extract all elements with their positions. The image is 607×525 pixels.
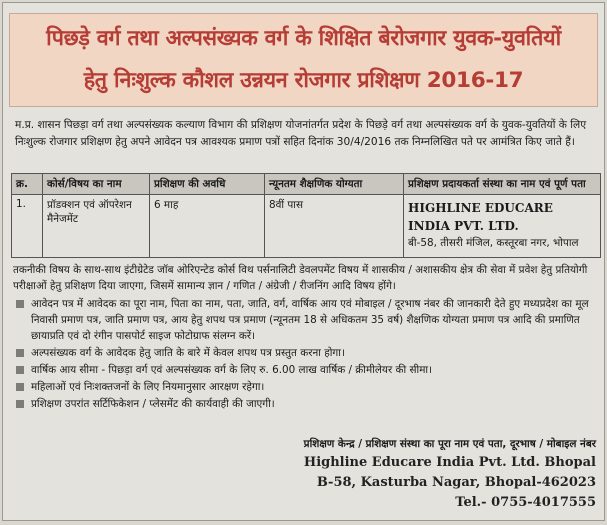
cell-course: प्रॉडक्शन एवं ऑपरेशन मैनेजमेंट [43, 195, 150, 258]
contact-label: प्रशिक्षण केन्द्र / प्रशिक्षण संस्था का पूरा नाम एवं पता, दूरभाष / मोबाइल नंबर [303, 438, 596, 450]
table-header-row [12, 174, 601, 195]
list-item-text: प्रशिक्षण उपरांत सर्टिफिकेशन / प्लेसमेंट की कार्यवाही की जाएगी। [31, 398, 275, 410]
headline-line-2: हेतु निःशुल्क कौशल उन्नयन रोजगार प्रशिक्षण 2016-17 [83, 68, 524, 93]
course-table [11, 173, 601, 258]
square-bullet-icon [16, 349, 24, 357]
institute-name-line-2: INDIA PVT. LTD. [408, 219, 519, 233]
list-item-text: महिलाओं एवं निःशक्तजनों के लिए नियमानुसार आरक्षण रहेगा। [31, 381, 265, 393]
list-item-text: अल्पसंख्यक वर्ग के आवेदक हेतु जाति के बारे में केवल शपथ पत्र प्रस्तुत करना होगा। [31, 347, 345, 359]
conditions-list [13, 296, 596, 412]
institute-name-line-1: HIGHLINE EDUCARE [408, 201, 553, 215]
square-bullet-icon [16, 366, 24, 374]
contact-phone: Tel.- 0755-4017555 [455, 495, 596, 510]
list-item-text: आवेदन पत्र में आवेदक का पूरा नाम, पिता का नाम, पता, जाति, वर्ग, वार्षिक आय एवं मोबाइल / दूरभाष नंबर की जानकारी देते हुए मध्यप्रदेश का मूल निवासी प्रमाण पत्र, जाति प्रमाण पत्र, आय हेतु शपथ पत्र प्रमाण (न्यूनतम 18 से अधिकतम 35 वर्ष) शैक्षणिक योग्यता प्रमाण पत्र आदि की प्रमाणित छायाप्रति एवं दो रंगीन पासपोर्ट साइज फोटोग्राफ संलग्न करें। [31, 298, 589, 342]
square-bullet-icon [16, 383, 24, 391]
institute-address: बी-58, तीसरी मंजिल, कस्तूरबा नगर, भोपाल [408, 237, 579, 249]
contact-block [304, 435, 596, 513]
list-item [13, 396, 596, 412]
intro-paragraph: म.प्र. शासन पिछड़ा वर्ग तथा अल्पसंख्यक कल्याण विभाग की प्रशिक्षण योजनांतर्गत प्रदेश के पिछड़े वर्ग तथा अल्पसंख्यक वर्ग के युवक-युवतियों के लिए निःशुल्क रोजगार प्रशिक्षण हेतु अपने आवेदन पत्र आवश्यक प्रमाण पत्रों सहित दिनांक 30/4/2016 तक निम्नलिखित पते पर आमंत्रित किए जाते हैं। [15, 119, 587, 148]
list-item [13, 379, 596, 395]
cell-qualification: 8वीं पास [265, 195, 404, 258]
list-item [13, 362, 596, 378]
table-row [12, 195, 601, 258]
headline-banner [9, 13, 598, 107]
list-item [13, 345, 596, 361]
headline-line-1: पिछड़े वर्ग तथा अल्पसंख्यक वर्ग के शिक्षित बेरोजगार युवक-युवतियों [46, 26, 561, 51]
cell-serial: 1. [12, 195, 43, 258]
cell-institute [404, 195, 601, 258]
header-qualification: न्यूनतम शैक्षणिक योग्यता [265, 174, 404, 195]
square-bullet-icon [16, 400, 24, 408]
advertisement-page [2, 2, 605, 521]
info-paragraph: तकनीकी विषय के साथ-साथ इंटीग्रेटेड जॉब ओरिएन्टेड कोर्स विथ पर्सनालिटी डेवलपमेंट विषय में शासकीय / अशासकीय क्षेत्र की सेवा में प्रवेश हेतु प्रतियोगी परीक्षाओं हेतु प्रशिक्षण दिया जाएगा, जिसमें सामान्य ज्ञान / गणित / अंग्रेजी / रीजनिंग आदि विषय होंगे। [13, 264, 588, 292]
contact-address: B-58, Kasturba Nagar, Bhopal-462023 [316, 475, 596, 490]
header-course: कोर्स/विषय का नाम [43, 174, 150, 195]
header-duration: प्रशिक्षण की अवधि [150, 174, 265, 195]
cell-duration: 6 माह [150, 195, 265, 258]
contact-company-name: Highline Educare India Pvt. Ltd. Bhopal [303, 455, 596, 470]
list-item [13, 296, 596, 344]
header-institute: प्रशिक्षण प्रदायकर्ता संस्था का नाम एवं पूर्ण पता [404, 174, 601, 195]
list-item-text: वार्षिक आय सीमा - पिछड़ा वर्ग एवं अल्पसंख्यक वर्ग के लिए रु. 6.00 लाख वार्षिक / क्रीमीलेयर की सीमा। [31, 364, 433, 376]
square-bullet-icon [16, 300, 24, 308]
header-serial: क्र. [12, 174, 43, 195]
